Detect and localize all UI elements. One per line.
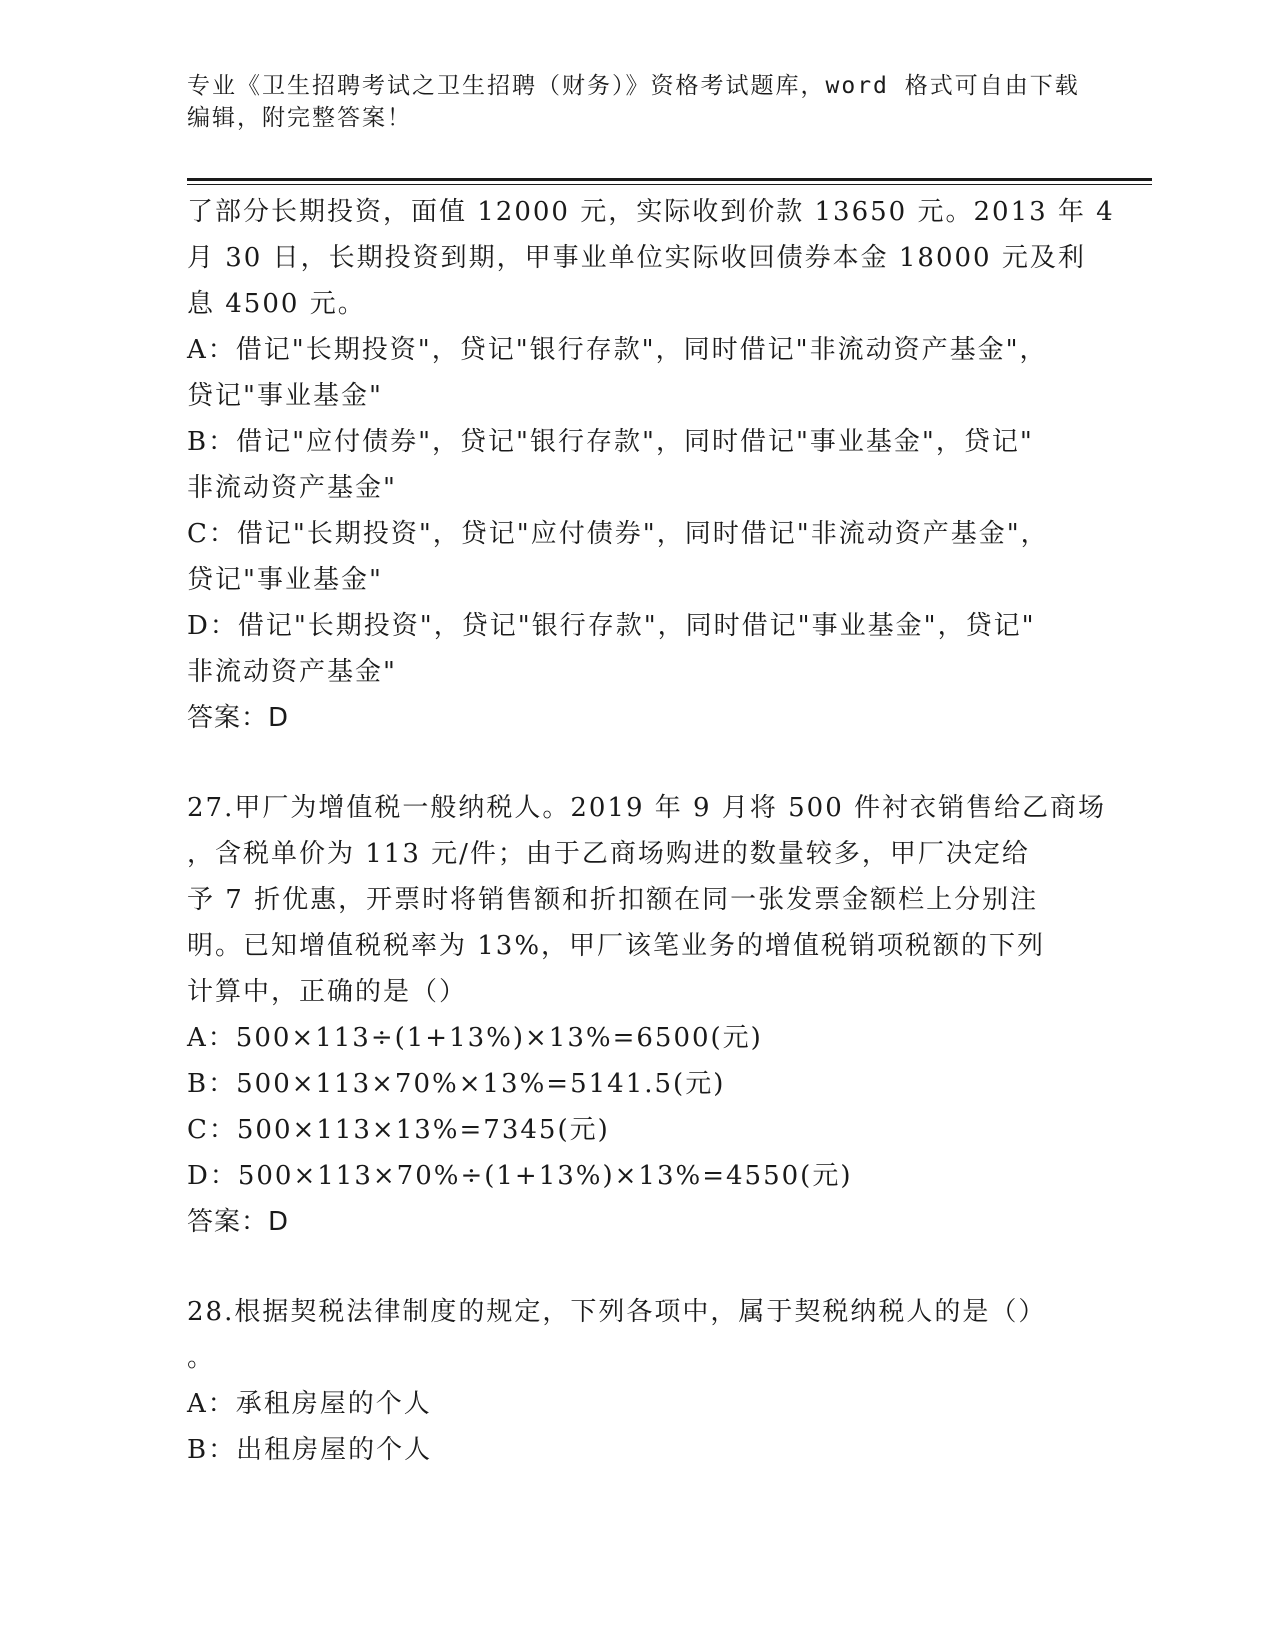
question-stem-line: 予 7 折优惠，开票时将销售额和折扣额在同一张发票金额栏上分别注	[187, 885, 1039, 915]
question-stem-line: 计算中，正确的是（）	[187, 977, 468, 1007]
option-d-line: D：借记"长期投资"，贷记"银行存款"，同时借记"事业基金"，贷记"	[187, 611, 1036, 641]
document-header	[187, 70, 1087, 134]
option-a-line: A：承租房屋的个人	[187, 1389, 432, 1419]
question-stem-line: ，含税单价为 113 元/件；由于乙商场购进的数量较多，甲厂决定给	[187, 839, 1030, 869]
question-stem-line: 28.根据契税法律制度的规定，下列各项中，属于契税纳税人的是（）	[187, 1297, 1047, 1327]
question-spacer	[187, 741, 1107, 785]
header-rule-thin	[187, 184, 1152, 185]
header-line-2: 编辑，附完整答案！	[187, 105, 412, 131]
answer-label: 答案：D	[187, 1207, 290, 1237]
option-b-line: B：500×113×70%×13%=5141.5(元)	[187, 1069, 726, 1099]
header-rule-thick	[187, 178, 1152, 181]
header-line-1: 专业《卫生招聘考试之卫生招聘（财务）》资格考试题库，word 格式可自由下载	[187, 73, 1080, 99]
option-d-line: D：500×113×70%÷(1+13%)×13%=4550(元)	[187, 1161, 853, 1191]
option-a-line: A：借记"长期投资"，贷记"银行存款"，同时借记"非流动资产基金"，	[187, 335, 1048, 365]
option-c-line: 贷记"事业基金"	[187, 565, 383, 595]
option-b-line: 非流动资产基金"	[187, 473, 397, 503]
option-a-line: 贷记"事业基金"	[187, 381, 383, 411]
option-c-line: C：500×113×13%=7345(元)	[187, 1115, 610, 1145]
question-26	[187, 189, 1115, 741]
option-b-line: B：出租房屋的个人	[187, 1435, 433, 1465]
option-d-line: 非流动资产基金"	[187, 657, 397, 687]
question-stem-line: 27.甲厂为增值税一般纳税人。2019 年 9 月将 500 件衬衣销售给乙商场	[187, 793, 1107, 823]
question-stem-line: 月 30 日，长期投资到期，甲事业单位实际收回债券本金 18000 元及利	[187, 243, 1086, 273]
answer-label: 答案：D	[187, 703, 290, 733]
question-27	[187, 785, 1107, 1245]
document-body	[187, 189, 1115, 1473]
question-stem-line: 了部分长期投资，面值 12000 元，实际收到价款 13650 元。2013 年 4	[187, 197, 1115, 227]
question-28	[187, 1289, 1107, 1473]
option-c-line: C：借记"长期投资"，贷记"应付债券"，同时借记"非流动资产基金"，	[187, 519, 1049, 549]
question-stem-line: 明。已知增值税税率为 13%，甲厂该笔业务的增值税销项税额的下列	[187, 931, 1046, 961]
question-stem-line: 。	[187, 1343, 216, 1373]
option-b-line: B：借记"应付债券"，贷记"银行存款"，同时借记"事业基金"，贷记"	[187, 427, 1034, 457]
option-a-line: A：500×113÷(1+13%)×13%=6500(元)	[187, 1023, 763, 1053]
question-spacer	[187, 1245, 1107, 1289]
question-stem-line: 息 4500 元。	[187, 289, 366, 319]
